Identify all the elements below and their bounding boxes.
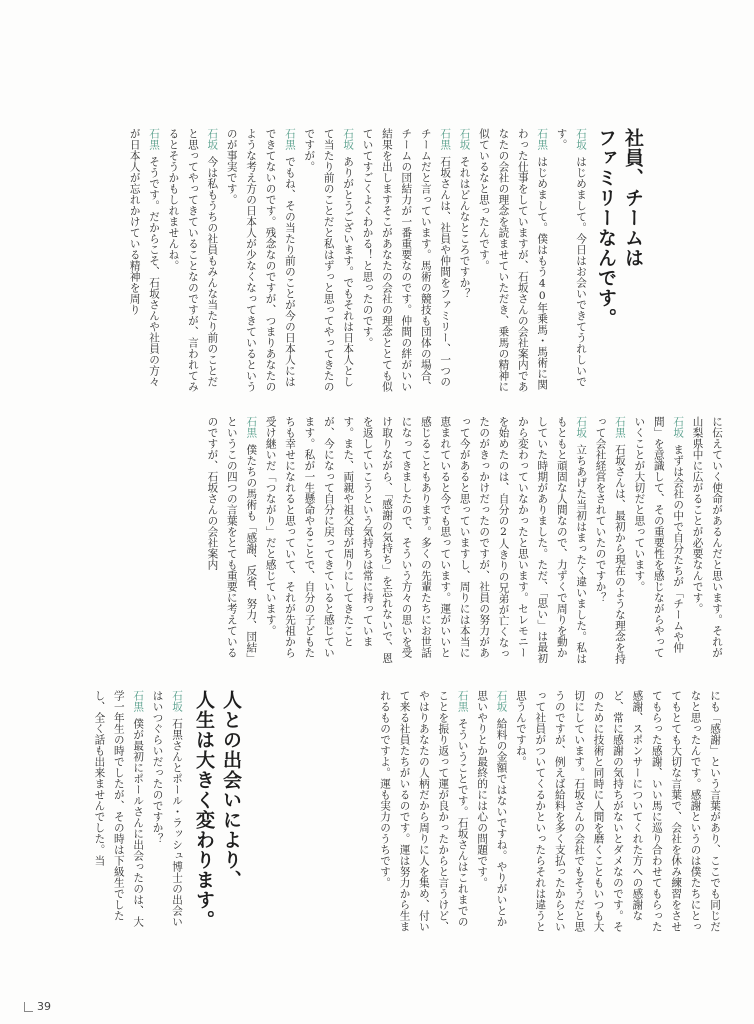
- dialogue-line: [375, 690, 472, 934]
- dialogue-text: にも「感謝」という言葉があり、ここでも同じだなと思ったんです。感謝というのは僕たちにとってもとても大切な言葉で、会社を休み練習をさせてもらった感謝、いい馬に巡り合わせてもらった感謝、スポンサーについてくれた方への感謝など、常に感謝の気持ちがないとダメなのです。そのために技術と同時に人間を磨くこともいつも大切にしています。石坂さんの会社でもそうだと思うのですが、例えば給料を多く支払ったからといって社員がついてくるかといったらそれは違うと思うんですね。: [514, 690, 721, 932]
- dialogue-text: ありがとうございます。でもそれは日本人として当たり前のことだと私はずっと思ってやってきたのですが。: [303, 128, 355, 392]
- dialogue-text: 石坂さんは、社員や仲間をファミリー、一つのチームだと言っています。馬術の競技も団体の場合、チームの団結力が一番重要なのです。仲間の絆がいい結果を出しますそこがあなたの会社の理念ととても似ていてすごくよくわかる！と思ったのです。: [361, 128, 452, 392]
- speaker-label: 石黒: [148, 128, 161, 150]
- speaker-label: 石黒: [132, 690, 145, 712]
- speaker-label: 石坂: [458, 128, 471, 150]
- speaker-label: 石坂: [171, 690, 183, 712]
- dialogue-line: [474, 128, 552, 396]
- dialogue-text: 石黒さんとポール・ラッシュ博士の出会いはいつぐらいだったのですか？: [151, 690, 183, 928]
- dialogue-text: 僕たちの馬術も「感謝、反省、努力、団結」というこの四つの言葉をとても重要に考えているのですが、石坂さんの会社案内: [206, 416, 258, 665]
- headline-family-line-2: ファミリーなんです。: [595, 128, 617, 328]
- dialogue-line: [221, 128, 299, 396]
- speaker-label: 石黒: [439, 128, 452, 150]
- headline-encounter: [190, 690, 244, 930]
- column-bottom-right: [250, 690, 724, 934]
- speaker-label: 石黒: [245, 416, 258, 438]
- dialogue-line: [89, 690, 147, 934]
- speaker-label: 石坂: [672, 416, 685, 438]
- dialogue-line: [357, 128, 454, 396]
- corner-mark-icon: [24, 1002, 33, 1012]
- dialogue-line: [454, 128, 473, 396]
- dialogue-text: それはどんなところですか？: [458, 156, 471, 300]
- speaker-label: 石坂: [206, 128, 219, 150]
- speaker-label: 石坂: [342, 128, 355, 150]
- column-top-left: [66, 416, 726, 666]
- dialogue-line: [299, 128, 357, 396]
- dialogue-text: そうです。だからこそ、石坂さんや社員の方々が日本人が忘れかけている精神を周り: [128, 128, 161, 388]
- dialogue-line: [147, 690, 186, 934]
- dialogue-text: に伝えていく使命があるんだと思います。それが山梨県中に広がることが必要なんです。: [691, 416, 723, 658]
- dialogue-line: [124, 128, 163, 396]
- dialogue-text: 給料の金額ではないですね。やりがいとか思いやりとか最終的には心の問題です。: [476, 690, 508, 928]
- dialogue-text: はじめまして。今日はお会いできてうれしいです。: [555, 128, 587, 388]
- speaker-label: 石黒: [456, 690, 469, 712]
- speaker-label: 石坂: [575, 416, 588, 438]
- dialogue-line: [590, 416, 629, 666]
- dialogue-line: [687, 416, 726, 666]
- headline-encounter-line-2: 人生は大きく変わります。: [193, 690, 215, 930]
- speaker-label: 石黒: [536, 128, 549, 150]
- dialogue-text: はじめまして。僕はもう40年乗馬・馬術に関わった仕事をしていますが、石坂さんの会社案内であなたの会社の理念を読ませていただき、乗馬の精神に似ているなと思ったんです。: [477, 128, 549, 392]
- column-top-right: [62, 128, 590, 396]
- dialogue-line: [511, 690, 724, 934]
- dialogue-text: 僕が最初にポールさんに出会ったのは、大学一年生の時でしたが、その時は下級生でしたし、全く話も出来ませんでした。当: [93, 690, 145, 928]
- dialogue-line: [472, 690, 511, 934]
- headline-family-line-1: 社員、チームは: [622, 128, 644, 268]
- dialogue-text: 立ちあげた当初はまったく違いました。私はもともと頑固な人間なので、力ずくで周りを動かしていた時期がありました。ただ、「思い」は最初から変わっていなかったと思います。セレモニーを始めたのは、自分の2人きりの兄弟が亡くなったのがきっかけだったのですが、社員の努力があって今があると思っていますし、周りには本当に恵まれていると今でも思っています。運がいいと感じることもあります。多くの先輩たちにお世話になってきましたので、そういう方々の思いを受け取りながら、「感謝の気持ち」を忘れないで、恩を返していこうという気持ちは常に持っています。また、両親や祖父母が周りにしてきたことが、今になって自分に戻ってきていると感じています。私が一生懸命やることで、自分の子どもたちも幸せになれると思っていて、それが先祖から受け継いだ「つながり」だと感じています。: [264, 416, 588, 665]
- dialogue-text: そういうことです。石坂さんはこれまでのことを振り返って運が良かったからと言うけど、やはりあなたの人柄だから周りに人を集め、付いて来る社員たちがいるのです。運は努力から生まれるものですよ。運も実力のうちです。: [379, 690, 469, 932]
- dialogue-text: でもね、その当たり前のことが今の日本人にはできてないのです。残念なのですが、つまりあなたのような考え方の日本人が少なくなってきているというのが事実です。: [225, 128, 296, 392]
- dialogue-line: [551, 128, 590, 396]
- page-number-label: 39: [37, 1000, 51, 1013]
- dialogue-line: [260, 416, 590, 666]
- speaker-label: 石黒: [613, 416, 626, 438]
- dialogue-text: まずは会社の中で自分たちが「チームや仲間」を意識して、その重要性を感じながらやっていくことが大切だと思っています。: [633, 416, 685, 658]
- page-number: [24, 1000, 51, 1013]
- dialogue-line: [163, 128, 221, 396]
- dialogue-line: [202, 416, 260, 666]
- headline-family: [592, 128, 646, 328]
- speaker-label: 石黒: [283, 128, 296, 150]
- headline-encounter-line-1: 人との出会いにより、: [220, 690, 242, 890]
- dialogue-text: 石坂さんは、最初から現在のような理念を持って会社経営をされていたのですか？: [594, 416, 626, 665]
- dialogue-text: 今は私もうちの社員もみんな当たり前のことだと思ってやってきていることなのですが、言われてみるとそうかもしれませんね。: [167, 128, 219, 392]
- column-bottom-left: [70, 690, 186, 934]
- dialogue-line: [629, 416, 687, 666]
- speaker-label: 石坂: [575, 128, 587, 150]
- speaker-label: 石坂: [495, 690, 508, 712]
